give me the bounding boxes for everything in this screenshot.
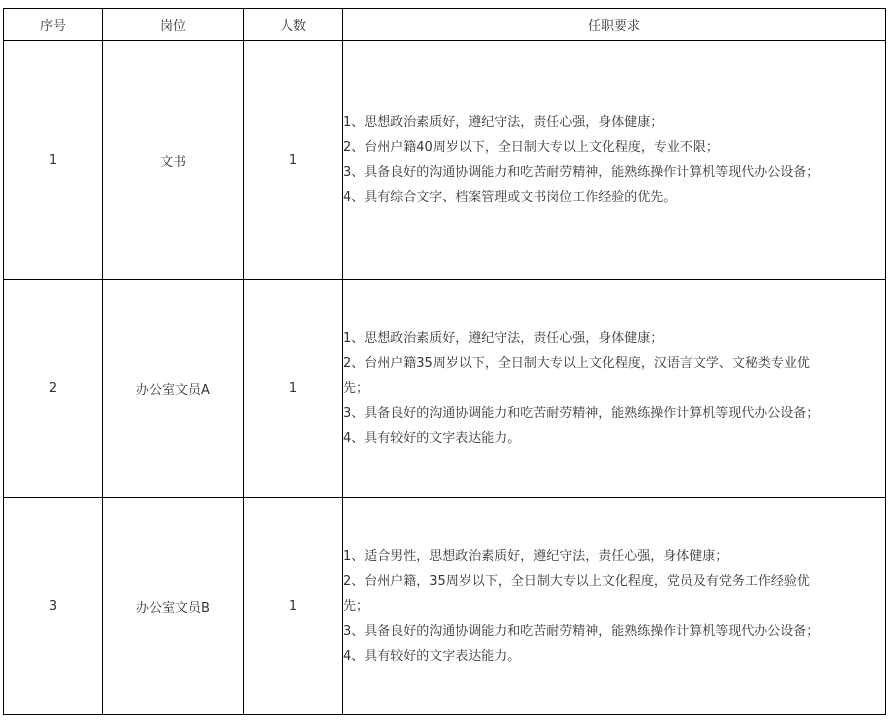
row-index: 1 xyxy=(4,41,103,280)
header-requirements: 任职要求 xyxy=(343,9,886,41)
header-count: 人数 xyxy=(244,9,343,41)
job-requirements-table xyxy=(3,8,886,715)
header-index: 序号 xyxy=(4,9,103,41)
requirement-line: 先； xyxy=(343,381,370,396)
row-count: 1 xyxy=(244,41,343,280)
requirement-line: 4、具有较好的文字表达能力。 xyxy=(343,431,521,446)
requirement-line: 1、适合男性，思想政治素质好，遵纪守法，责任心强，身体健康； xyxy=(343,548,729,564)
requirement-line: 2、台州户籍35周岁以下，全日制大专以上文化程度，汉语言文学、文秘类专业优 xyxy=(343,356,810,371)
row-count: 1 xyxy=(244,280,343,498)
row-index: 3 xyxy=(4,498,103,715)
requirement-line: 4、具有综合文字、档案管理或文书岗位工作经验的优先。 xyxy=(343,190,677,205)
row-position: 办公室文员B xyxy=(103,498,244,715)
header-position: 岗位 xyxy=(103,9,244,41)
requirement-line: 2、台州户籍，35周岁以下，全日制大专以上文化程度，党员及有党务工作经验优 xyxy=(343,573,810,589)
row-requirements xyxy=(343,41,886,280)
table-row xyxy=(4,280,886,498)
requirement-line: 4、具有较好的文字表达能力。 xyxy=(343,648,521,664)
requirement-line: 2、台州户籍40周岁以下，全日制大专以上文化程度，专业不限； xyxy=(343,140,719,155)
table-header-row xyxy=(4,9,886,41)
row-position: 办公室文员A xyxy=(103,280,244,498)
table-row xyxy=(4,498,886,715)
row-count: 1 xyxy=(244,498,343,715)
requirement-line: 1、思想政治素质好，遵纪守法，责任心强，身体健康； xyxy=(343,115,664,130)
table-row xyxy=(4,41,886,280)
requirement-line: 先； xyxy=(343,598,370,614)
requirement-line: 3、具备良好的沟通协调能力和吃苦耐劳精神，能熟练操作计算机等现代办公设备； xyxy=(343,165,820,180)
row-requirements xyxy=(343,498,886,715)
row-requirements xyxy=(343,280,886,498)
requirement-line: 3、具备良好的沟通协调能力和吃苦耐劳精神，能熟练操作计算机等现代办公设备； xyxy=(343,623,820,639)
row-index: 2 xyxy=(4,280,103,498)
row-position: 文书 xyxy=(103,41,244,280)
requirement-line: 3、具备良好的沟通协调能力和吃苦耐劳精神，能熟练操作计算机等现代办公设备； xyxy=(343,406,820,421)
requirement-line: 1、思想政治素质好，遵纪守法，责任心强，身体健康； xyxy=(343,331,664,346)
